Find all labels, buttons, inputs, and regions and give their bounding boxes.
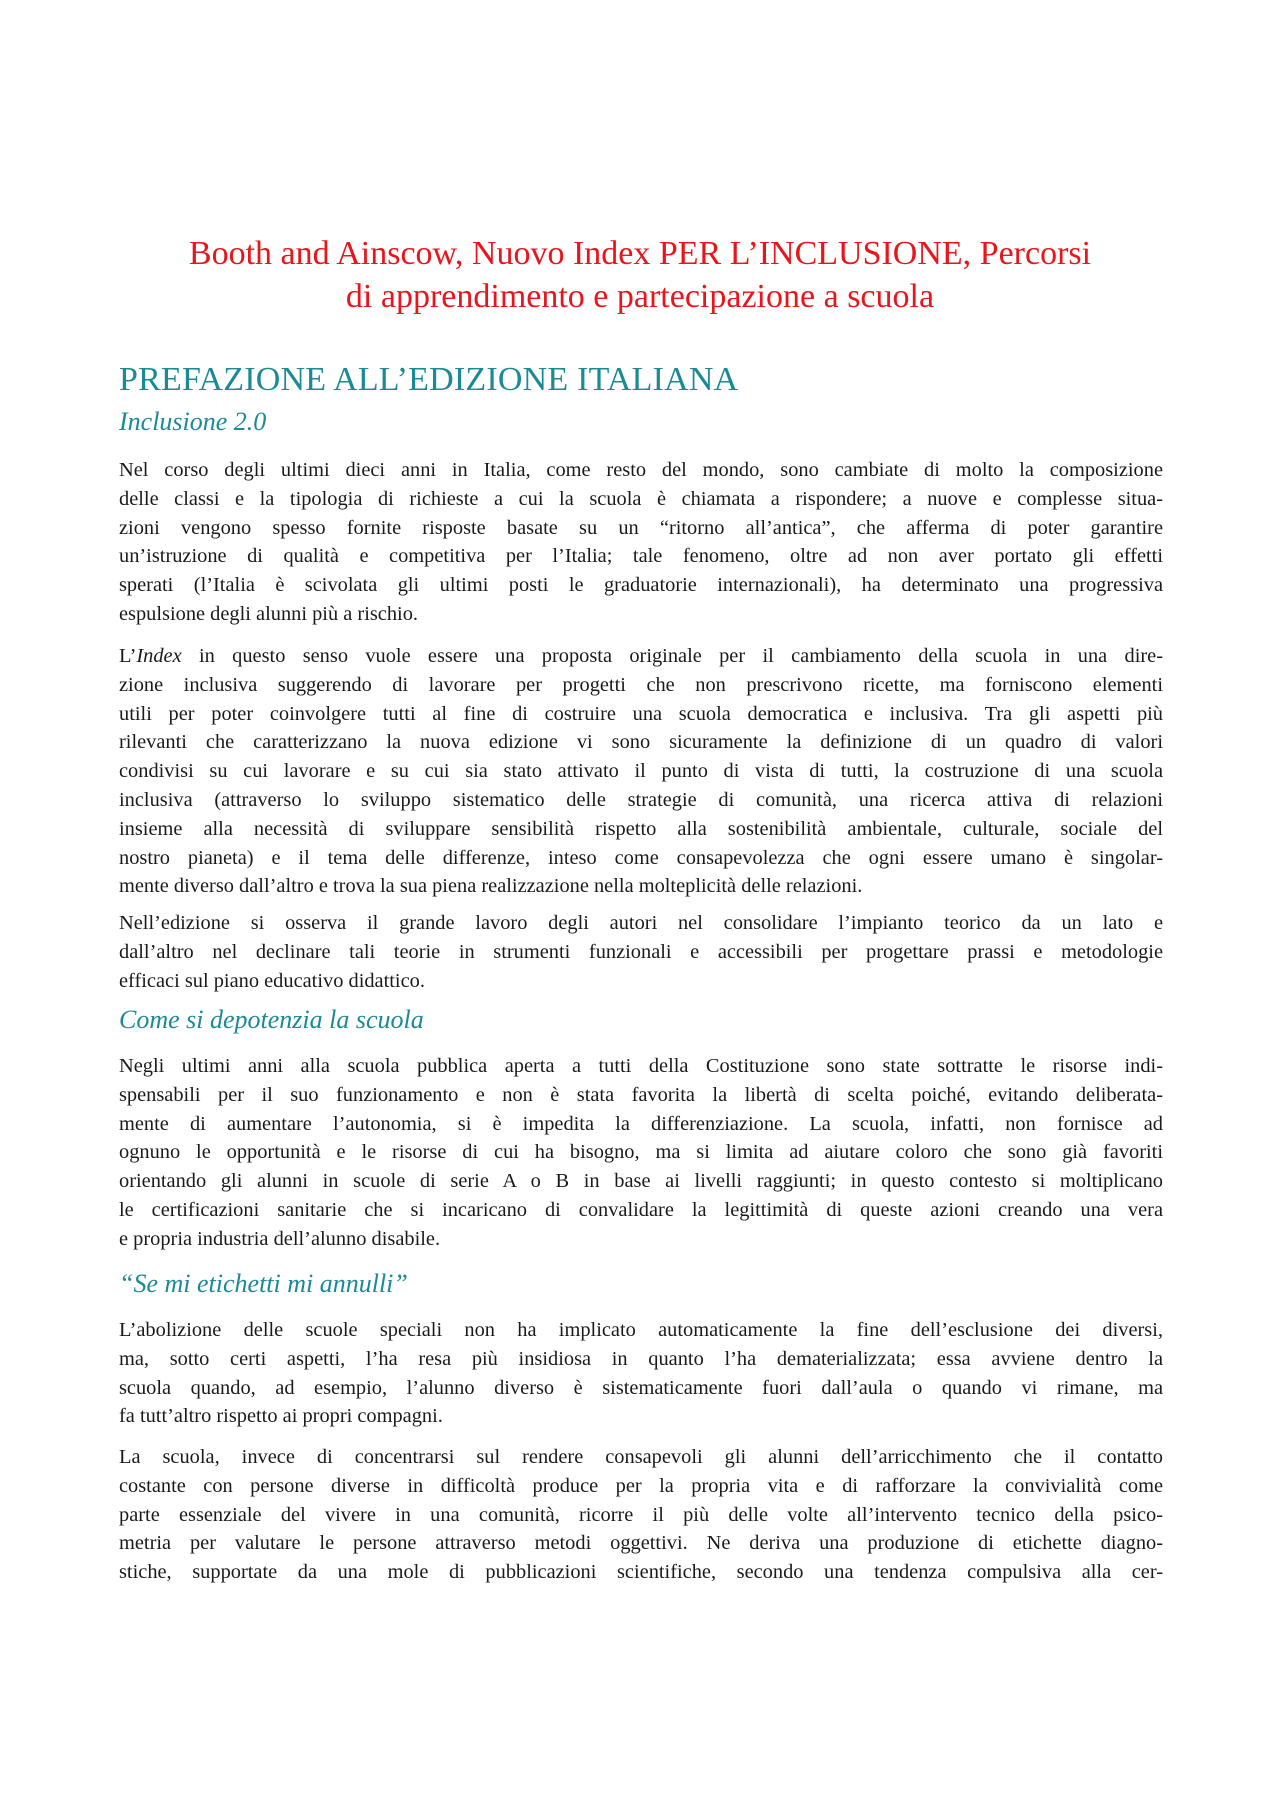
text-line: stiche, supportate da una mole di pubblicazioni scientifiche, secondo una tendenza compulsiva alla cer- (119, 1561, 1163, 1584)
section-heading: PREFAZIONE ALL’EDIZIONE ITALIANA (119, 361, 739, 398)
text-line: L’abolizione delle scuole speciali non ha implicato automaticamente la fine dell’esclusione dei diversi, (119, 1319, 1163, 1341)
paragraph-5 (119, 1316, 1163, 1431)
text-line: e propria industria dell’alunno disabile. (119, 1227, 441, 1250)
text-line: zioni vengono spesso fornite risposte basate su un “ritorno all’antica”, che afferma di poter garantire (119, 516, 1163, 539)
text-line: Nel corso degli ultimi dieci anni in Italia, come resto del mondo, sono cambiate di molto la composizione (119, 459, 1163, 481)
text-line: un’istruzione di qualità e competitiva per l’Italia; tale fenomeno, oltre ad non aver portato gli effetti (119, 545, 1163, 568)
text-line: fa tutt’altro rispetto ai propri compagni. (119, 1405, 443, 1428)
text-line: parte essenziale del vivere in una comunità, ricorre il più delle volte all’intervento tecnico della psico- (119, 1503, 1163, 1526)
text-line: nostro pianeta) e il tema delle differenze, inteso come consapevolezza che ogni essere umano è singolar- (119, 846, 1163, 869)
text-line: delle classi e la tipologia di richieste a cui la scuola è chiamata a rispondere; a nuove e complesse situa- (119, 487, 1163, 510)
paragraph-4 (119, 1052, 1163, 1254)
subheading-etichetti: “Se mi etichetti mi annulli” (119, 1269, 408, 1298)
text-line: inclusiva (attraverso lo sviluppo sistematico delle strategie di comunità, una ricerca attiva di relazioni (119, 788, 1163, 811)
text-line: orientando gli alunni in scuole di serie A o B in base ai livelli raggiunti; in questo contesto si moltiplicano (119, 1170, 1163, 1193)
paragraph-1 (119, 456, 1163, 629)
text-line: scuola quando, ad esempio, l’alunno diverso è sistematicamente fuori dall’aula o quando vi rimane, ma (119, 1376, 1163, 1399)
document-title (118, 232, 1162, 318)
paragraph-2 (119, 642, 1163, 901)
text-run: in questo senso vuole essere una proposta originale per il cambiamento della scuola in una dire- (181, 645, 1163, 667)
text-line: mente diverso dall’altro e trova la sua piena realizzazione nella molteplicità delle relazioni. (119, 875, 863, 898)
index-title-italic: Index (136, 645, 182, 667)
text-line: metria per valutare le persone attraverso metodi oggettivi. Ne deriva una produzione di etichette diagno- (119, 1532, 1163, 1555)
text-line: espulsione degli alunni più a rischio. (119, 602, 419, 625)
text-line: ma, sotto certi aspetti, l’ha resa più insidiosa in quanto l’ha dematerializzata; essa avviene dentro la (119, 1347, 1163, 1370)
paragraph-3 (119, 909, 1163, 995)
text-line: rilevanti che caratterizzano la nuova edizione vi sono sicuramente la definizione di un quadro di valori (119, 731, 1163, 754)
text-line: ognuno le opportunità e le risorse di cui ha bisogno, ma si limita ad aiutare coloro che sono già favoriti (119, 1141, 1163, 1164)
text-run: L’ (119, 645, 137, 667)
text-line: insieme alla necessità di sviluppare sensibilità rispetto alla sostenibilità ambientale, culturale, sociale del (119, 817, 1163, 840)
title-line-1: Booth and Ainscow, Nuovo Index PER L’INCLUSIONE, Percorsi (188, 235, 1092, 272)
text-line: condivisi su cui lavorare e su cui sia stato attivato il punto di vista di tutti, la costruzione di una scuola (119, 760, 1163, 783)
text-line: spensabili per il suo funzionamento e non è stata favorita la libertà di scelta poiché, evitando deliberata- (119, 1083, 1163, 1106)
subheading-inclusione: Inclusione 2.0 (119, 407, 267, 436)
text-line: La scuola, invece di concentrarsi sul rendere consapevoli gli alunni dell’arricchimento che il contatto (119, 1446, 1163, 1468)
text-line: costante con persone diverse in difficoltà produce per la propria vita e di rafforzare la convivialità come (119, 1474, 1163, 1497)
text-line: efficaci sul piano educativo didattico. (119, 969, 425, 992)
text-line: le certificazioni sanitarie che si incaricano di convalidare la legittimità di queste azioni creando una vera (119, 1198, 1163, 1221)
paragraph-6 (119, 1443, 1163, 1587)
text-line: Nell’edizione si osserva il grande lavoro degli autori nel consolidare l’impianto teorico da un lato e (119, 912, 1163, 934)
text-line: zione inclusiva suggerendo di lavorare per progetti che non prescrivono ricette, ma forniscono elementi (119, 673, 1163, 696)
text-line: Negli ultimi anni alla scuola pubblica aperta a tutti della Costituzione sono state sottratte le risorse indi- (119, 1055, 1163, 1077)
text-line: mente di aumentare l’autonomia, si è impedita la differenziazione. La scuola, infatti, non fornisce ad (119, 1112, 1163, 1135)
text-line: sperati (l’Italia è scivolata gli ultimi posti le graduatorie internazionali), ha determinato una progressiva (119, 574, 1163, 597)
text-line: utili per poter coinvolgere tutti al fine di costruire una scuola democratica e inclusiva. Tra gli aspetti più (119, 702, 1163, 725)
text-line (119, 642, 1163, 671)
text-line: dall’altro nel declinare tali teorie in strumenti funzionali e accessibili per progettare prassi e metodologie (119, 940, 1163, 963)
title-line-2: di apprendimento e partecipazione a scuola (345, 278, 935, 315)
subheading-depotenzia: Come si depotenzia la scuola (119, 1005, 424, 1034)
